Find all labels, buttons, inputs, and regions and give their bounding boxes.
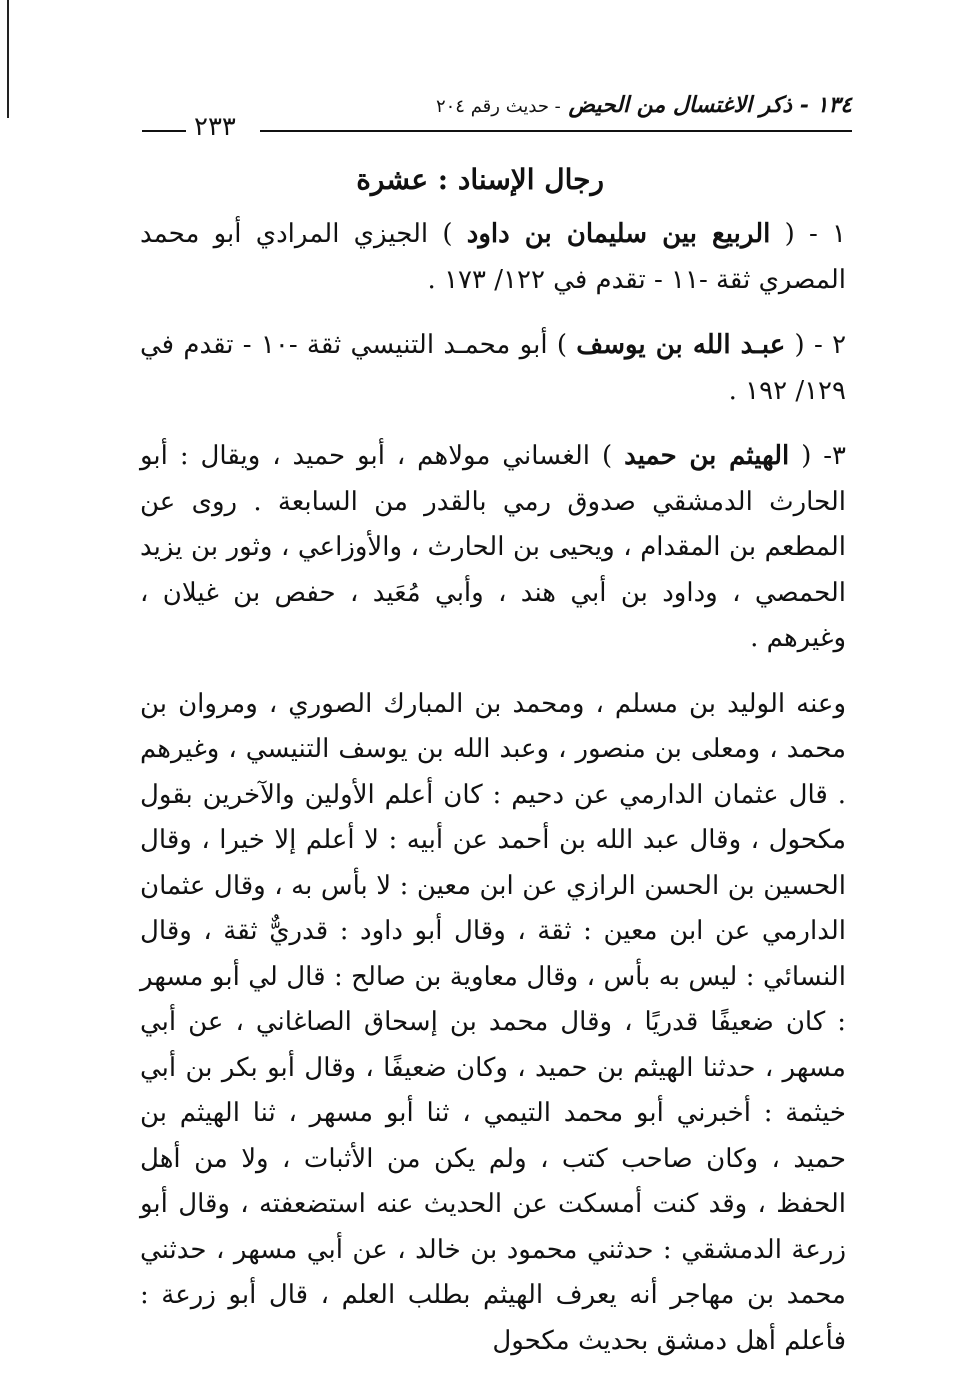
header-chapter: ١٣٤ - ذكر الاغتسال من الحيض [568, 92, 852, 118]
page-body [140, 212, 846, 1384]
running-header [142, 92, 852, 142]
narrator-name: عبـد الله بن يوسف [576, 330, 786, 360]
header-title [436, 92, 852, 118]
header-rule-short [142, 130, 186, 132]
narrator-close: ) [601, 441, 613, 471]
narrator-text: الجيزي المرادي أبو محمد المصري ثقة -١١ - تقدم في ١٢٢/ ١٧٣ . [140, 219, 846, 295]
narrator-close: ) [442, 219, 453, 249]
header-hadith-number: - حديث رقم ٢٠٤ [435, 96, 561, 117]
narrator-text: الغساني مولاهم ، أبو حميد ، ويقال : أبو الحارث الدمشقي صدوق رمي بالقدر من السابعة . روى عن المطعم بن المقدام ، ويحيى بن الحارث ، والأوزاعي ، وثور بن يزيد الحمصي ، وداود بن أبي هند ، وأبي مُعَيد ، حفص بن غيلان ، وغيرهم . [140, 441, 846, 653]
narrator-text: أبو محمـد التنيسي ثقة -١٠ - تقدم في ١٢٩/ ١٩٢ . [140, 330, 846, 406]
biography-paragraph: وعنه الوليد بن مسلم ، ومحمد بن المبارك الصوري ، ومروان بن محمد ، ومعلى بن منصور ، وعبد الله بن يوسف التنيسي ، وغيرهم . قال عثمان الدارمي عن دحيم : كان أعلم الأولين والآخرين بقول مكحول ، وقال عبد الله بن أحمد عن أبيه : لا أعلم إلا خيرا ، وقال الحسين بن الحسن الرازي عن ابن معين : لا بأس به ، وقال عثمان الدارمي عن ابن معين : ثقة ، وقال أبو داود : قدريٌّ ثقة ، وقال النسائي : ليس به بأس ، وقال معاوية بن صالح : قال لي أبو مسهر : كان ضعيفًا قدريًا ، وقال محمد بن إسحاق الصاغاني ، عن أبي مسهر ، حدثنا الهيثم بن حميد ، وكان ضعيفًا ، وقال أبو بكر بن أبي خيثمة : أخبرني أبو محمد التيمي ، ثنا أبو مسهر ، ثنا الهيثم بن حميد ، وكان صاحب كتب ، ولم يكن من الأثبات ، ولا من أهل الحفظ ، وقد كنت أمسكت عن الحديث عنه استضعفته ، وقال أبو زرعة الدمشقي : حدثني محمود بن خالد ، عن أبي مسهر ، حدثني محمد بن مهاجر أنه يعرف الهيثم بطلب العلم ، قال أبو زرعة : فأعلم أهل دمشق بحديث مكحول [140, 688, 846, 1356]
narrator-number: ٢ - ( [794, 330, 847, 360]
narrator-number: ٣- ( [801, 441, 847, 471]
narrator-entry [140, 212, 846, 303]
narrator-entry [140, 434, 846, 662]
narrator-close: ) [556, 330, 567, 360]
narrator-entry [140, 323, 846, 414]
narrator-name: الهيثم بن حميد [624, 441, 790, 471]
page-number: ٢٣٣ [194, 112, 236, 142]
narrator-number: ١ - ( [784, 219, 846, 249]
narrator-name: الربيع بين سليمان بن داود [466, 219, 771, 249]
section-heading: رجال الإسناد : عشرة [356, 163, 604, 196]
header-rule [260, 130, 852, 132]
margin-rule [7, 0, 9, 118]
